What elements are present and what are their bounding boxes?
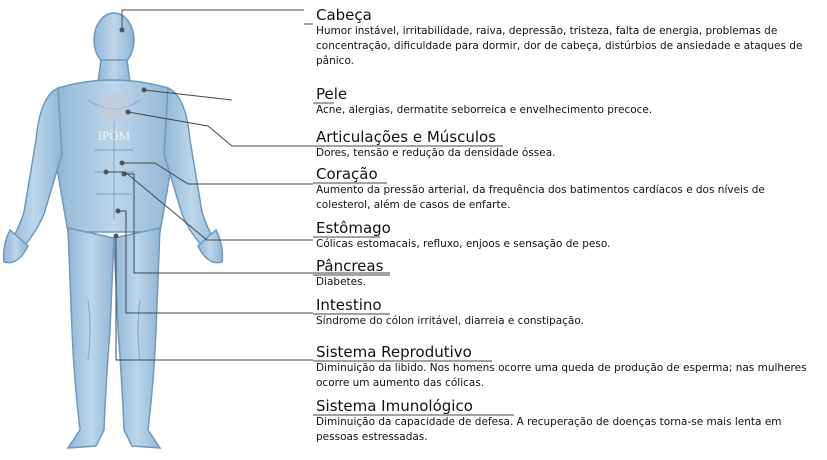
organ-title: Estômago [316,219,391,237]
human-body-figure [4,13,223,448]
organ-description: Dores, tensão e redução da densidade óssea. [316,147,556,159]
label-cabeca [316,6,821,69]
organ-description: Diminuição da libido. Nos homens ocorre uma queda de produção de esperma; nas mulheres ocorre um aumento das cólicas. [316,362,807,389]
organ-title: Coração [316,165,378,183]
organ-description: Cólicas estomacais, refluxo, enjoos e sensação de peso. [316,238,611,250]
label-coracao [316,165,821,213]
organ-title: Pâncreas [316,257,384,275]
organ-description: Aumento da pressão arterial, da frequência dos batimentos cardíacos e dos níveis de colesterol, além de casos de enfarte. [316,184,765,211]
label-pele [316,85,821,118]
label-articulacoes [316,128,821,161]
organ-title: Sistema Reprodutivo [316,343,472,361]
organ-title: Intestino [316,296,382,314]
organ-description: Acne, alergias, dermatite seborreica e envelhecimento precoce. [316,104,653,116]
organ-title: Pele [316,85,348,103]
organ-description: Diabetes. [316,276,366,288]
label-pancreas [316,257,821,290]
watermark-text: IPOM [97,128,131,143]
organ-description: Diminuição da capacidade de defesa. A recuperação de doenças torna-se mais lenta em pessoas estressadas. [316,416,782,443]
organ-description: Síndrome do cólon irritável, diarreia e constipação. [316,315,584,327]
organ-title: Sistema Imunológico [316,397,473,415]
organ-description: Humor instável, irritabilidade, raiva, depressão, tristeza, falta de energia, problemas de concentração, dificuldade para dormir, dor de cabeça, distúrbios de ansiedade e ataques de pânico. [316,25,803,67]
leader-cabeca [122,10,304,30]
label-imunologico [316,397,821,445]
ipom-watermark [98,92,131,143]
label-intestino [316,296,821,329]
organ-title: Cabeça [316,6,372,24]
organ-title: Articulações e Músculos [316,128,496,146]
label-estomago [316,219,821,252]
label-reprodutivo [316,343,821,391]
